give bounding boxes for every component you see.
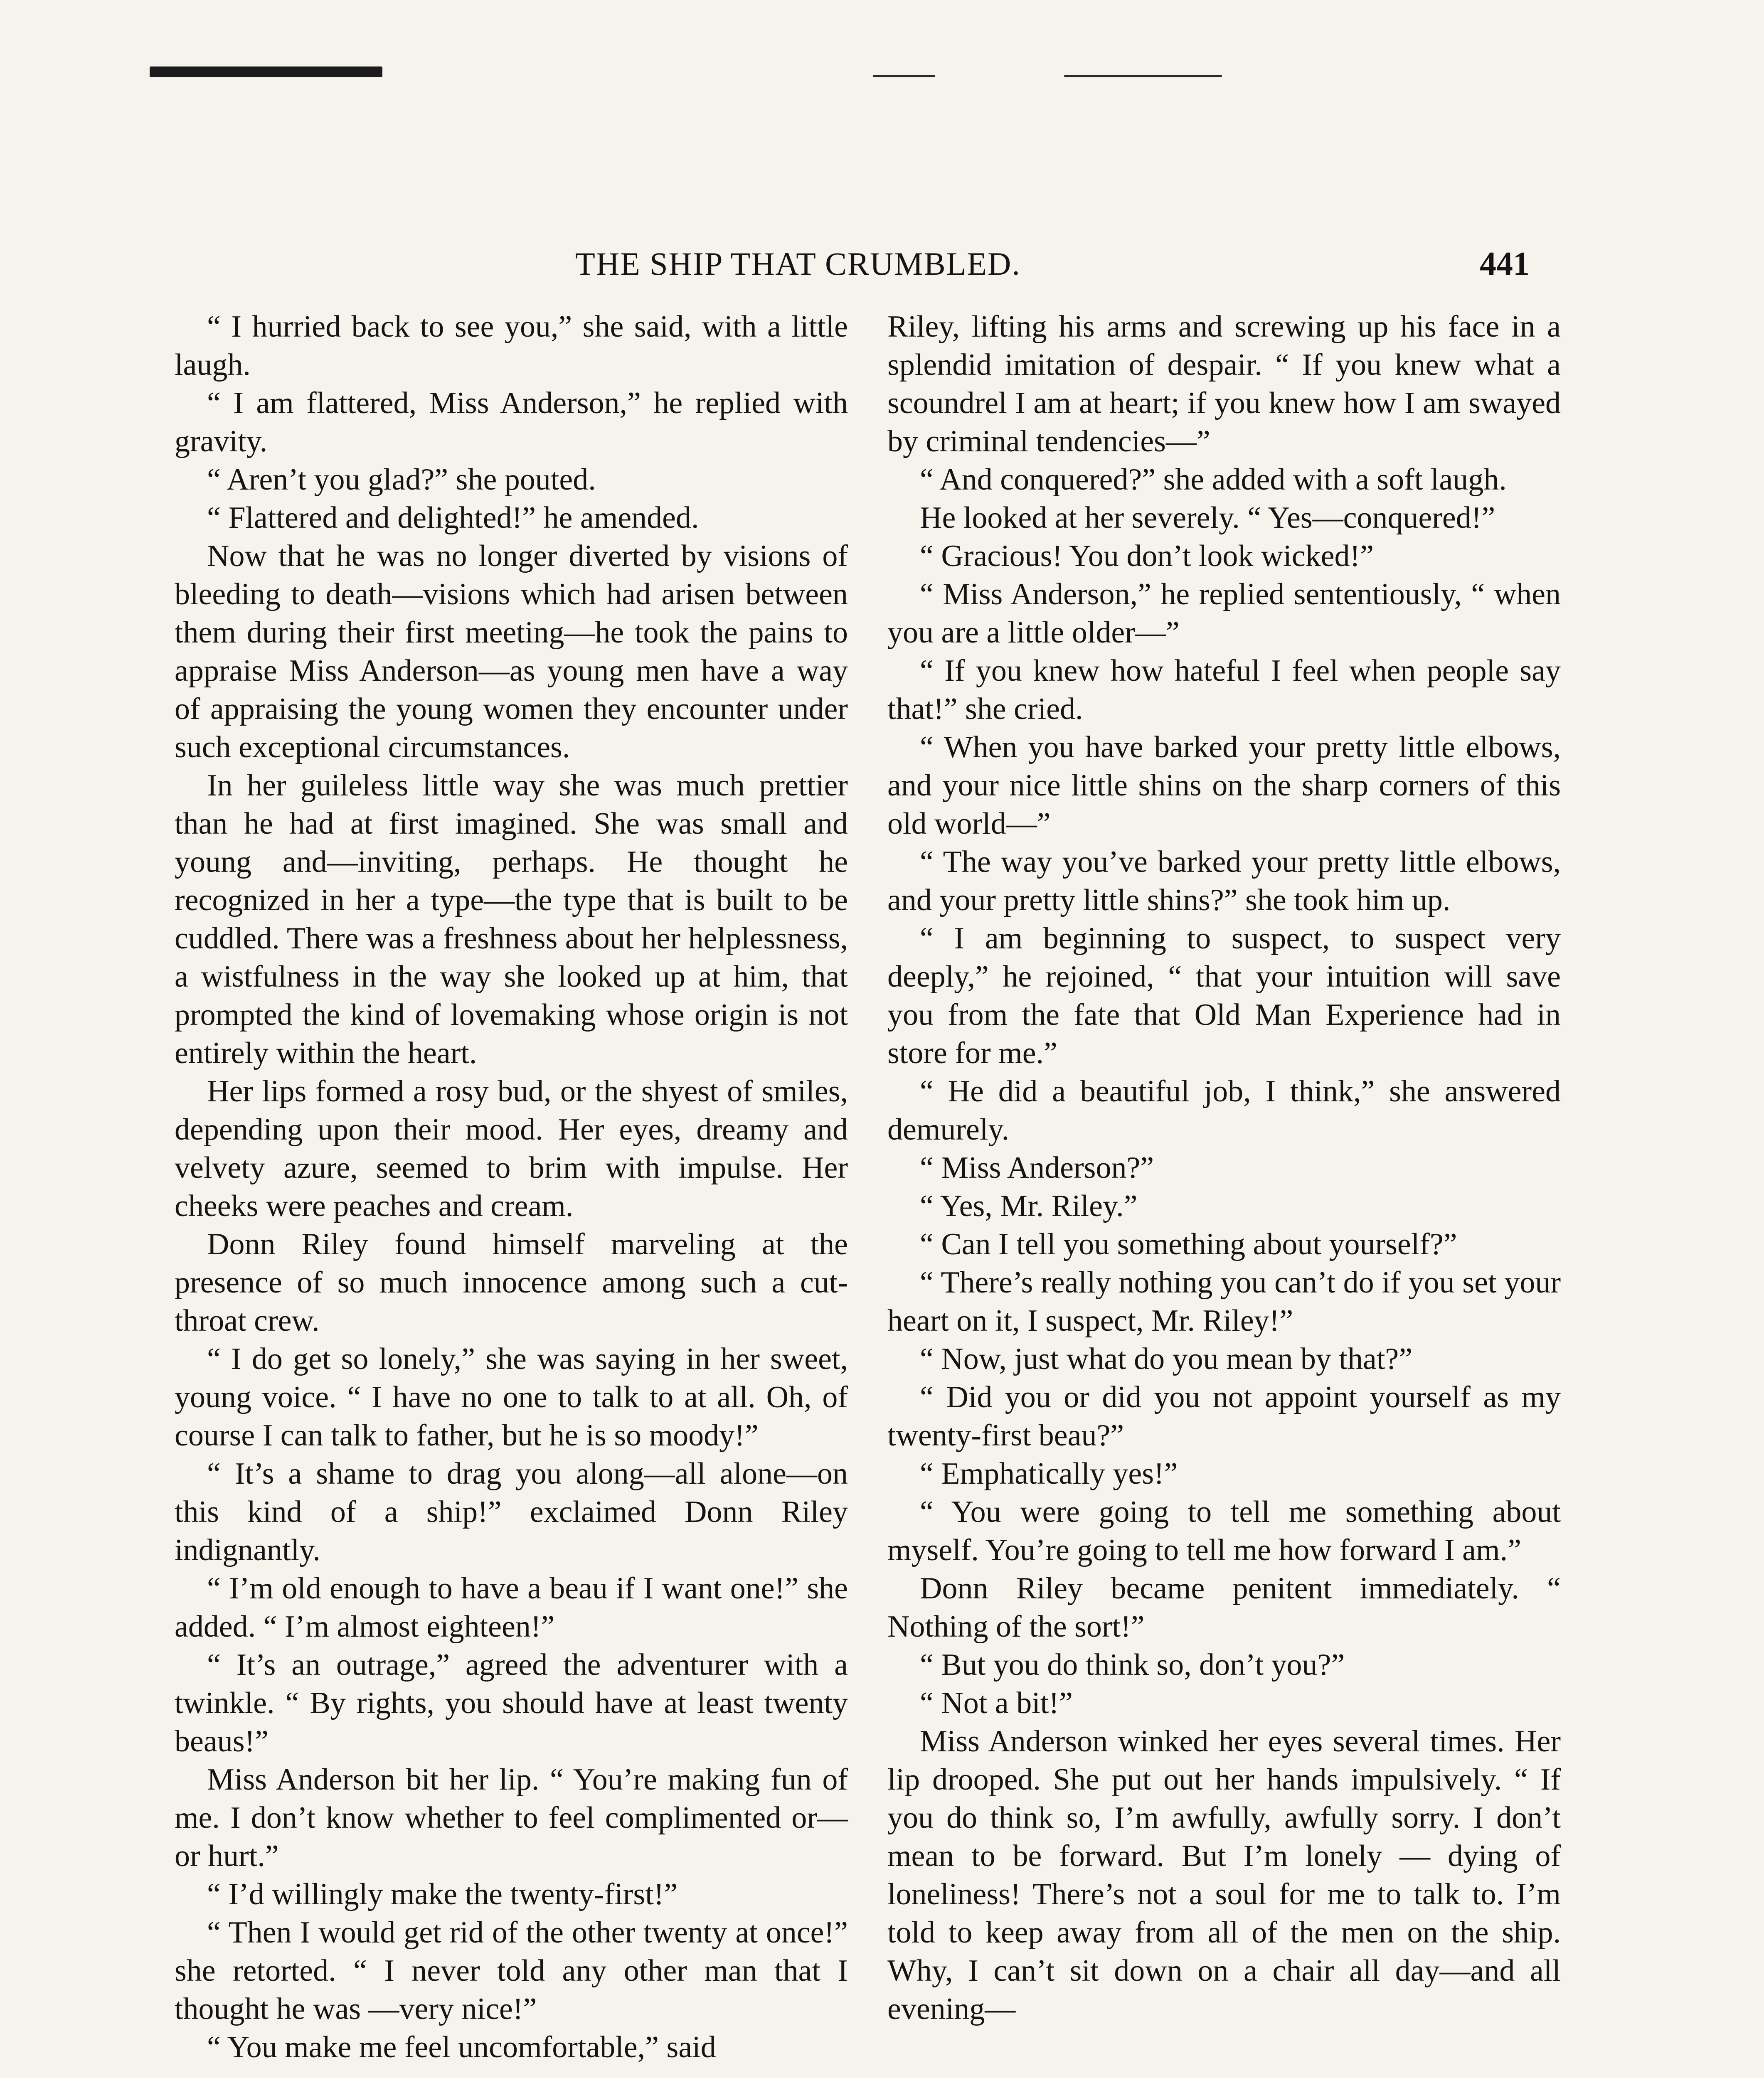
paragraph: “ There’s really nothing you can’t do if you set your heart on it, I suspect, Mr. Riley!” (887, 1266, 1561, 1338)
paragraph: Her lips formed a rosy bud, or the shyest of smiles, depending upon their mood. Her eyes, dreamy and velvety azure, seemed to brim with impulse. Her cheeks were peaches and cream. (175, 1074, 848, 1223)
paragraph: “ Then I would get rid of the other twenty at once!” she retorted. “ I never told any other man that I thought he was —very nice!” (175, 1916, 848, 2026)
paragraph: “ I am beginning to suspect, to suspect very deeply,” he rejoined, “ that your intuition will save you from the fate that Old Man Experience had in store for me.” (887, 921, 1561, 1070)
paragraph: “ If you knew how hateful I feel when people say that!” she cried. (887, 654, 1561, 726)
paragraph: He looked at her severely. “ Yes—conquered!” (920, 501, 1495, 535)
paragraph: Now that he was no longer diverted by visions of bleeding to death—visions which had arisen between them during their first meeting—he took the pains to appraise Miss Anderson—as young men have a way of appraising the young women they encounter under such exceptional circumstances. (175, 539, 848, 764)
paragraph: Miss Anderson bit her lip. “ You’re making fun of me. I don’t know whether to feel complimented or—or hurt.” (175, 1763, 848, 1873)
paragraph: “ Did you or did you not appoint yourself as my twenty-first beau?” (887, 1380, 1561, 1453)
paragraph: “ Now, just what do you mean by that?” (920, 1342, 1413, 1376)
paragraph: “ He did a beautiful job, I think,” she answered demurely. (887, 1074, 1561, 1147)
paragraph: Miss Anderson winked her eyes several times. Her lip drooped. She put out her hands impulsively. “ If you do think so, I’m awfully, awfully sorry. I don’t mean to be forward. But I’m lonely — dying of loneliness! There’s not a soul for me to talk to. I’m told to keep away from all of the men on the ship. Why, I can’t sit down on a chair all day—and all evening— (887, 1724, 1561, 2026)
paragraph: “ Can I tell you something about yourself?” (920, 1227, 1457, 1261)
paragraph: “ Gracious! You don’t look wicked!” (920, 539, 1374, 573)
page-number: 441 (1480, 246, 1530, 282)
paragraph: “ Miss Anderson,” he replied sententiously, “ when you are a little older—” (887, 577, 1561, 650)
paragraph: “ Not a bit!” (920, 1686, 1073, 1720)
paragraph: “ Yes, Mr. Riley.” (920, 1189, 1138, 1223)
left-column (175, 308, 848, 2066)
paragraph: “ Emphatically yes!” (920, 1457, 1178, 1491)
paragraph: “ It’s a shame to drag you along—all alone—on this kind of a ship!” exclaimed Donn Riley indignantly. (175, 1457, 848, 1567)
scan-artifact-top-center (873, 75, 935, 77)
paragraph: “ When you have barked your pretty little elbows, and your nice little shins on the sharp corners of this old world—” (887, 730, 1561, 841)
paragraph: “ But you do think so, don’t you?” (920, 1648, 1345, 1682)
paragraph: Donn Riley became penitent immediately. “ Nothing of the sort!” (887, 1571, 1561, 1644)
paragraph: “ I do get so lonely,” she was saying in her sweet, young voice. “ I have no one to talk to at all. Oh, of course I can talk to father, but he is so moody!” (175, 1342, 848, 1453)
paragraph: “ Flattered and delighted!” he amended. (207, 501, 699, 535)
paragraph: “ You make me feel uncomfortable,” said (207, 2030, 716, 2064)
scan-artifact-top-right (1064, 75, 1222, 77)
right-column (887, 308, 1561, 2028)
paragraph: “ And conquered?” she added with a soft laugh. (920, 463, 1507, 497)
paragraph: Donn Riley found himself marveling at the presence of so much innocence among such a cut-throat crew. (175, 1227, 848, 1338)
paragraph: “ Aren’t you glad?” she pouted. (207, 463, 596, 497)
paragraph: “ Miss Anderson?” (920, 1151, 1154, 1185)
paragraph: “ I’d willingly make the twenty-first!” (207, 1877, 678, 1911)
paragraph: “ I’m old enough to have a beau if I want one!” she added. “ I’m almost eighteen!” (175, 1571, 848, 1644)
scan-artifact-top-left (150, 66, 382, 77)
page-header (175, 245, 1530, 283)
paragraph: “ I am flattered, Miss Anderson,” he replied with gravity. (175, 386, 848, 458)
paragraph: In her guileless little way she was much prettier than he had at first imagined. She was small and young and—inviting, perhaps. He thought he recognized in her a type—the type that is built to be cuddled. There was a freshness about her helplessness, a wistfulness in the way she looked up at him, that prompted the kind of lovemaking whose origin is not entirely within the heart. (175, 768, 848, 1070)
running-title: THE SHIP THAT CRUMBLED. (575, 246, 1021, 282)
paragraph: “ You were going to tell me something about myself. You’re going to tell me how forward I am.” (887, 1495, 1561, 1567)
paragraph-continuation: Riley, lifting his arms and screwing up his face in a splendid imitation of despair. “ If you knew what a scoundrel I am at heart; if you knew how I am swayed by criminal tendencies—” (887, 310, 1561, 458)
paragraph: “ The way you’ve barked your pretty little elbows, and your pretty little shins?” she took him up. (887, 845, 1561, 917)
paragraph: “ It’s an outrage,” agreed the adventurer with a twinkle. “ By rights, you should have at least twenty beaus!” (175, 1648, 848, 1758)
paragraph: “ I hurried back to see you,” she said, with a little laugh. (175, 310, 848, 382)
